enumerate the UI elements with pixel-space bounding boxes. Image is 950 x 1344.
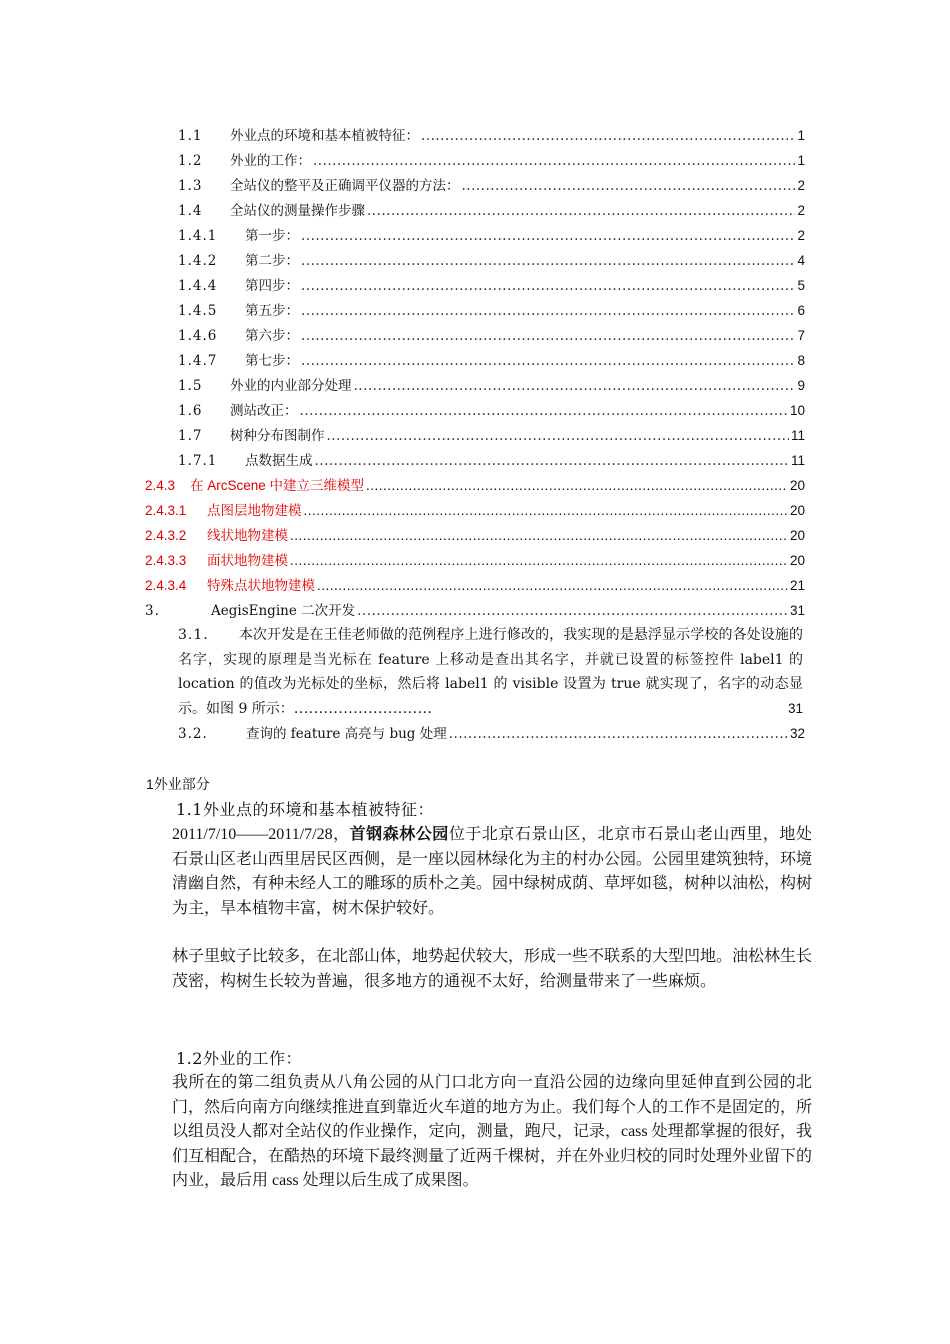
toc-title: 第六步： — [245, 328, 299, 344]
toc-leader — [367, 199, 795, 223]
toc-entry[interactable] — [178, 224, 805, 248]
toc-title: 外业的工作： — [230, 153, 311, 169]
toc-page: 20 — [789, 478, 805, 493]
toc-leader — [301, 299, 795, 323]
toc-title: 外业点的环境和基本植被特征： — [230, 128, 419, 144]
toc-title: 点数据生成 — [245, 453, 313, 469]
toc-title: 第二步： — [245, 253, 299, 269]
toc-number: 1.4.6 — [178, 328, 218, 344]
toc-number: 1.5 — [178, 378, 203, 394]
toc-entry[interactable] — [178, 124, 805, 148]
toc-title: AegisEngine 二次开发 — [211, 603, 356, 619]
park-name: 首钢森林公园 — [349, 824, 449, 843]
toc-title: 第一步： — [245, 228, 299, 244]
toc-number: 1.4.2 — [178, 253, 218, 269]
toc-page: 5 — [797, 278, 805, 293]
paragraph-text: 我所在的第二组负责从八角公园的从门口北方向一直沿公园的边缘向里延伸直到公园的北门，然后向南方向继续推进直到靠近火车道的地方为止。我们每个人的工作不是固定的，所以组员没人都对全站仪的作业操作，定向，测量，跑尺，记录，cass 处理都掌握的很好，我们互相配合，在酷热的环境下最终测量了近两千棵树，并在外业归校的同时处理外业留下的内业，最后用 cass 处理以后生成了成果图。 — [172, 1074, 813, 1190]
toc-leader — [327, 424, 789, 448]
toc-number: 1.4.7 — [178, 353, 218, 369]
toc-leader — [301, 224, 795, 248]
toc-leader — [357, 599, 788, 623]
toc-title: 全站仪的整平及正确调平仪器的方法： — [230, 178, 460, 194]
toc-leader — [421, 124, 795, 148]
toc-leader — [366, 474, 788, 498]
toc-entry[interactable] — [178, 249, 805, 273]
toc-entry-paragraph[interactable] — [178, 623, 803, 721]
toc-number: 2.4.3.3 — [145, 553, 187, 568]
section-title: 1外业部分 — [146, 776, 210, 792]
toc-page: 7 — [797, 328, 805, 343]
toc-leader — [354, 374, 796, 398]
toc-entry[interactable] — [178, 149, 805, 173]
date-range: 2011/7/10——2011/7/28， — [172, 826, 350, 843]
toc-leader — [304, 499, 788, 523]
toc-title: 点图层地物建模 — [207, 503, 302, 518]
subsection-heading: 1.2外业的工作： — [176, 1049, 302, 1068]
toc-page: 9 — [797, 378, 805, 393]
toc-entry[interactable] — [178, 274, 805, 298]
toc-entry[interactable] — [145, 599, 805, 623]
toc-title: 面状地物建模 — [207, 553, 288, 568]
toc-number: 2.4.3.2 — [145, 528, 187, 543]
toc-number: 1.2 — [178, 153, 203, 169]
toc-entry[interactable] — [178, 722, 805, 746]
toc-leader — [301, 324, 795, 348]
toc-leader — [301, 249, 795, 273]
toc-number: 3.1. — [178, 627, 209, 643]
toc-leader — [290, 549, 788, 573]
toc-leader — [301, 274, 795, 298]
toc-number: 1.4.5 — [178, 303, 218, 319]
toc-page: 21 — [789, 578, 805, 593]
toc-page: 20 — [789, 528, 805, 543]
paragraph-text: 林子里蚊子比较多，在北部山体，地势起伏较大，形成一些不联系的大型凹地。油松林生长茂密，构树生长较为普遍，很多地方的通视不太好，给测量带来了一些麻烦。 — [172, 948, 813, 990]
toc-leader — [313, 149, 795, 173]
toc-page: 32 — [789, 726, 805, 741]
toc-leader — [300, 399, 788, 423]
toc-number: 1.4 — [178, 203, 203, 219]
toc-entry[interactable] — [178, 424, 805, 448]
toc-entry[interactable] — [178, 399, 805, 423]
toc-entry[interactable] — [145, 474, 805, 498]
toc-page: 1 — [797, 128, 805, 143]
toc-number: 1.7.1 — [178, 453, 218, 469]
toc-paragraph-text: 本次开发是在王佳老师做的范例程序上进行修改的，我实现的是悬浮显示学校的各处设施的名字，实现的原理是当光标在 feature 上移动是查出其名字，并就已设置的标签控件 label1 的 location 的值改为光标处的坐标，然后将 label1 的 visible 设置为 true 就实现了，名字的动态显示。如图 9 所示： — [178, 627, 803, 717]
toc-number: 1.4.1 — [178, 228, 218, 244]
toc-page: 11 — [790, 428, 805, 443]
toc-page: 31 — [787, 700, 803, 716]
toc-title: 测站改正： — [230, 403, 298, 419]
body-paragraph — [172, 945, 812, 994]
toc-number: 1.4.4 — [178, 278, 218, 294]
toc-page: 2 — [797, 178, 805, 193]
toc-number: 1.3 — [178, 178, 203, 194]
toc-page: 6 — [797, 303, 805, 318]
toc-entry[interactable] — [145, 549, 805, 573]
toc-page: 1 — [797, 153, 805, 168]
subsection-heading: 1.1外业点的环境和基本植被特征： — [176, 800, 434, 819]
paragraph-text: 位于北京石景山区，北京市石景山老山西里，地处石景山区老山西里居民区西侧，是一座以园林绿化为主的村办公园。公园里建筑独特，环境清幽自然，有种未经人工的雕琢的质朴之美。园中绿树成荫、草坪如毯，树种以油松，构树为主，旱本植物丰富，树木保护较好。 — [172, 826, 813, 917]
toc-entry[interactable] — [178, 324, 805, 348]
toc-title: 第七步： — [245, 353, 299, 369]
toc-title: 查询的 feature 高亮与 bug 处理 — [246, 726, 447, 742]
toc-entry[interactable] — [178, 199, 805, 223]
toc-number: 3.2. — [178, 726, 208, 742]
toc-leader — [315, 449, 789, 473]
toc-number: 2.4.3.1 — [145, 503, 187, 518]
toc-title: 第五步： — [245, 303, 299, 319]
toc-number: 2.4.3.4 — [145, 578, 187, 593]
toc-number: 3. — [145, 603, 160, 619]
toc-number: 1.7 — [178, 428, 203, 444]
toc-title: 线状地物建模 — [207, 528, 288, 543]
toc-number: 1.1 — [178, 128, 203, 144]
toc-entry[interactable] — [178, 349, 805, 373]
toc-entry[interactable] — [178, 374, 805, 398]
toc-title: 第四步： — [245, 278, 299, 294]
toc-leader — [449, 722, 788, 746]
toc-page: 31 — [789, 603, 805, 618]
toc-title: 外业的内业部分处理 — [230, 378, 352, 394]
toc-entry[interactable] — [145, 499, 805, 523]
body-paragraph — [172, 1071, 812, 1194]
toc-number: 1.6 — [178, 403, 203, 419]
toc-leader — [290, 524, 788, 548]
toc-page: 4 — [797, 253, 805, 268]
toc-page: 8 — [797, 353, 805, 368]
toc-title: 特殊点状地物建模 — [207, 578, 315, 593]
toc-leader — [317, 574, 788, 598]
body-paragraph — [172, 822, 812, 921]
toc-page: 2 — [797, 203, 805, 218]
toc-number: 2.4.3 — [145, 478, 176, 493]
toc-title: 树种分布图制作 — [230, 428, 325, 444]
toc-entry[interactable] — [178, 449, 805, 473]
toc-entry[interactable] — [145, 524, 805, 548]
toc-page: 20 — [789, 503, 805, 518]
toc-page: 20 — [789, 553, 805, 568]
toc-entry[interactable] — [178, 299, 805, 323]
toc-entry[interactable] — [178, 174, 805, 198]
toc-page: 11 — [790, 453, 805, 468]
toc-title: 在 ArcScene 中建立三维模型 — [190, 478, 365, 493]
toc-leader — [301, 349, 795, 373]
toc-leader — [462, 174, 796, 198]
toc-title: 全站仪的测量操作步骤 — [230, 203, 365, 219]
toc-entry[interactable] — [145, 574, 805, 598]
toc-leader: ............................ — [293, 700, 433, 717]
toc-page: 2 — [797, 228, 805, 243]
toc-page: 10 — [789, 403, 805, 418]
